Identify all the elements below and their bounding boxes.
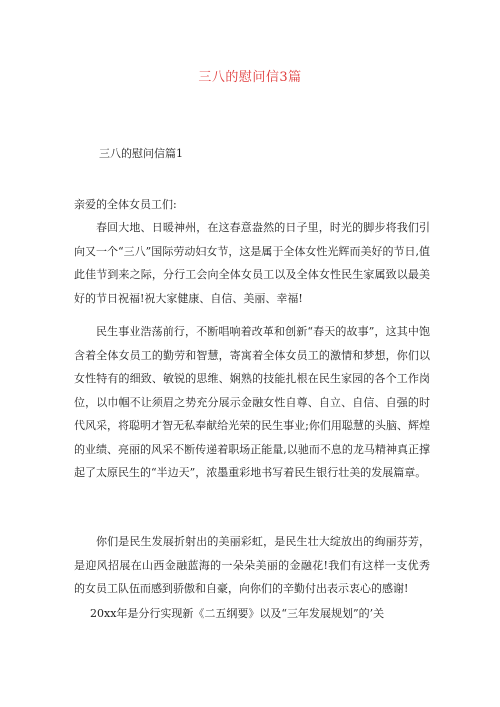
section-heading: 三八的慰问信篇1 [99, 147, 183, 160]
paragraph-1: 春回大地、日暖神州，在这春意盎然的日子里，时光的脚步将我们引向又一个“三八”国际劳动妇女节，这是属于全体女性光辉而美好的节日,值此佳节到来之际，分行工会向全体女员工以及全体女性民生家属致以最美好的节日祝福!祝大家健康、自信、美丽、幸福! [74, 221, 430, 305]
paragraph-2: 民生事业浩荡前行，不断唱响着改革和创新“春天的故事”，这其中饱含着全体女员工的勤劳和智慧，寄寓着全体女员工的激情和梦想，你们以女性特有的细致、敏锐的思维、娴熟的技能扎根在民生家园的各个工作岗位，以巾帼不让须眉之势充分展示金融女性自尊、自立、自信、自强的时代风采，将聪明才智无私奉献给光荣的民生事业;你们用聪慧的头脑、辉煌的业绩、亮丽的风采不断传递着职场正能量,以驰而不息的龙马精神真正撑起了太原民生的“半边天”，浓墨重彩地书写着民生银行壮美的发展篇章。 [74, 325, 430, 479]
greeting-line: 亲爱的全体女员工们: [74, 198, 177, 211]
paragraph-3: 你们是民生发展折射出的美丽彩虹，是民生壮大绽放出的绚丽芬芳，是迎风招展在山西金融蓝海的一朵朵美丽的金融花!我们有这样一支优秀的女员工队伍而感到骄傲和自豪，向你们的辛勤付出表示衷心的感谢! [74, 535, 430, 595]
paragraph-4: 20xx年是分行实现新《二五纲要》以及“三年发展规划”的’关 [90, 607, 385, 620]
document-title: 三八的慰问信3篇 [198, 70, 302, 85]
